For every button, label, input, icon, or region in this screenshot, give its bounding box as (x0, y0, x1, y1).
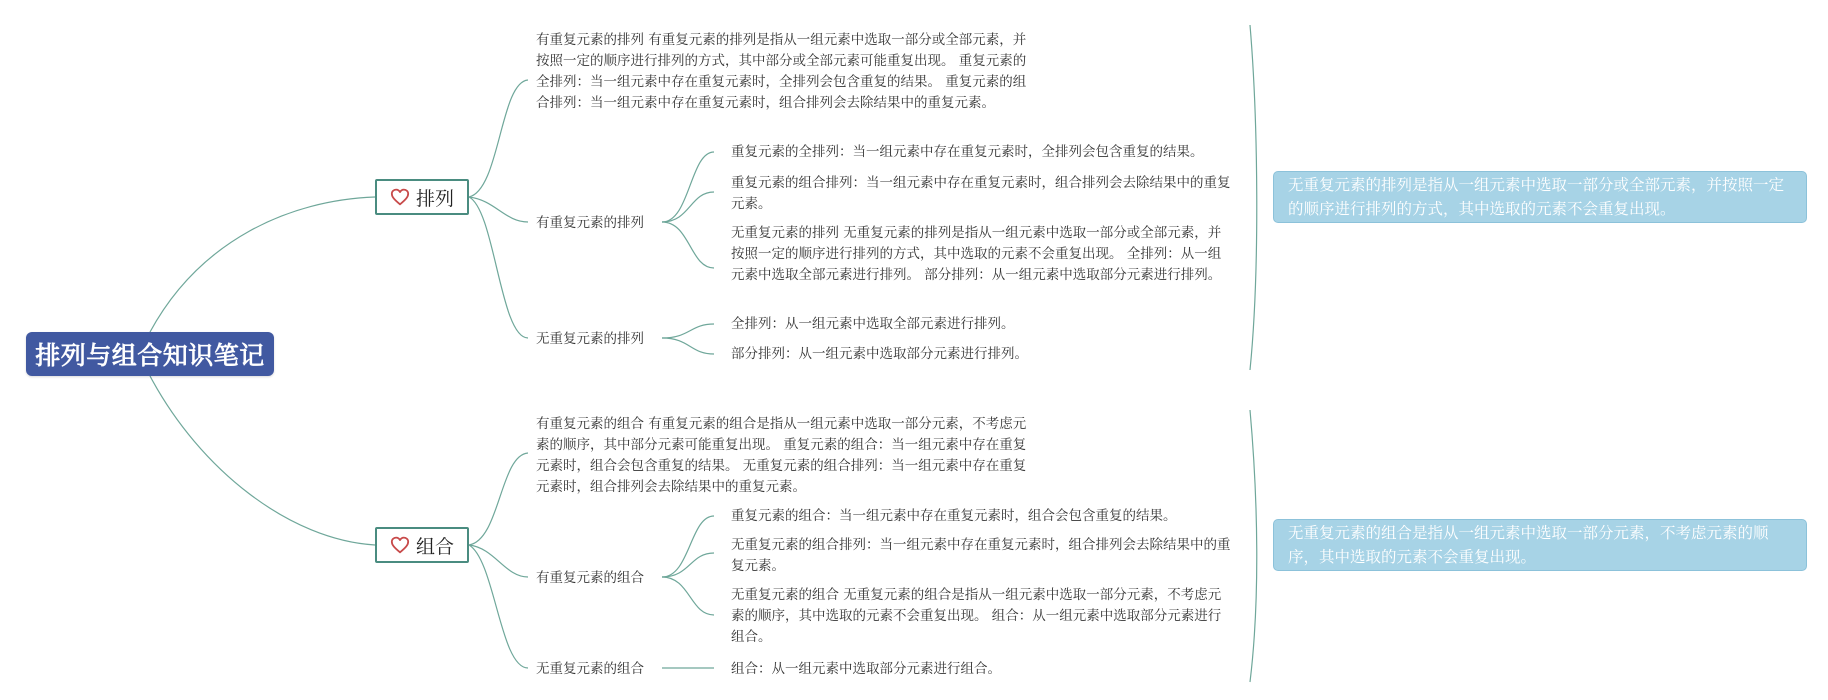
comb-with-repeat-label[interactable]: 有重复元素的组合 (536, 570, 644, 586)
connector-perm-without-1 (662, 324, 714, 338)
perm-with-repeat-item-1[interactable]: 重复元素的全排列：当一组元素中存在重复元素时，全排列会包含重复的结果。 (731, 144, 1204, 160)
heart-outline-icon (390, 536, 410, 554)
connector-perm-without-2 (662, 338, 714, 354)
connector-perm-summary (469, 80, 528, 197)
perm-with-repeat-item-3[interactable]: 无重复元素的排列 无重复元素的排列是指从一组元素中选取一部分或全部元素，并按照一定的顺序进行排列的方式，其中选取的元素不会重复出现。 全排列：从一组元素中选取全部元素进行排列。 部分排列：从一组元素中选取部分元素进行排列。 (731, 225, 1222, 283)
connector-comb-with-2 (662, 553, 714, 577)
comb-with-repeat-item-3[interactable]: 无重复元素的组合 无重复元素的组合是指从一组元素中选取一部分元素，不考虑元素的顺序，其中选取的元素不会重复出现。 组合：从一组元素中选取部分元素进行组合。 (731, 587, 1222, 645)
comb-summary-text[interactable]: 有重复元素的组合 有重复元素的组合是指从一组元素中选取一部分元素，不考虑元素的顺序，其中部分元素可能重复出现。 重复元素的组合：当一组元素中存在重复元素时，组合会包含重复的结果。 无重复元素的组合排列：当一组元素中存在重复元素时，组合排列会去除结果中的重复元素。 (536, 416, 1027, 495)
topic-permutation[interactable] (375, 179, 469, 215)
connector-root-combination (150, 376, 375, 545)
topic-combination[interactable] (375, 527, 469, 563)
comb-without-repeat-label[interactable]: 无重复元素的组合 (536, 661, 644, 677)
perm-note[interactable]: 无重复元素的排列是指从一组元素中选取一部分或全部元素，并按照一定的顺序进行排列的方式，其中选取的元素不会重复出现。 (1273, 171, 1807, 223)
perm-without-repeat-label[interactable]: 无重复元素的排列 (536, 331, 644, 347)
comb-with-repeat-item-1[interactable]: 重复元素的组合：当一组元素中存在重复元素时，组合会包含重复的结果。 (731, 508, 1177, 524)
comb-without-repeat-item-1[interactable]: 组合：从一组元素中选取部分元素进行组合。 (731, 661, 1001, 677)
perm-with-repeat-item-2[interactable]: 重复元素的组合排列：当一组元素中存在重复元素时，组合排列会去除结果中的重复元素。 (731, 175, 1231, 212)
bracket-perm-note (1250, 25, 1257, 370)
connector-comb-with (469, 545, 528, 577)
topic-permutation-label: 排列 (415, 187, 454, 210)
connector-comb-with-3 (662, 577, 714, 615)
root-topic[interactable]: 排列与组合知识笔记 (26, 332, 274, 376)
heart-outline-icon (390, 188, 410, 206)
comb-with-repeat-item-2[interactable]: 无重复元素的组合排列：当一组元素中存在重复元素时，组合排列会去除结果中的重复元素。 (731, 537, 1231, 574)
perm-without-repeat-item-2[interactable]: 部分排列：从一组元素中选取部分元素进行排列。 (731, 346, 1028, 362)
comb-note[interactable]: 无重复元素的组合是指从一组元素中选取一部分元素，不考虑元素的顺序，其中选取的元素不会重复出现。 (1273, 519, 1807, 571)
topic-combination-label: 组合 (415, 535, 454, 558)
connector-perm-with-1 (662, 152, 714, 222)
connector-perm-with-2 (662, 192, 714, 222)
connector-root-permutation (150, 197, 375, 332)
perm-without-repeat-item-1[interactable]: 全排列：从一组元素中选取全部元素进行排列。 (731, 316, 1015, 332)
connector-perm-with (469, 197, 528, 222)
connector-perm-without (469, 197, 528, 338)
perm-summary-text[interactable]: 有重复元素的排列 有重复元素的排列是指从一组元素中选取一部分或全部元素，并按照一定的顺序进行排列的方式，其中部分或全部元素可能重复出现。 重复元素的全排列：当一组元素中存在重复元素时，全排列会包含重复的结果。 重复元素的组合排列：当一组元素中存在重复元素时，组合排列会去除结果中的重复元素。 (536, 32, 1027, 111)
connector-comb-without (469, 545, 528, 668)
connector-comb-with-1 (662, 516, 714, 577)
connector-perm-with-3 (662, 222, 714, 268)
connector-comb-summary (469, 453, 528, 545)
perm-with-repeat-label[interactable]: 有重复元素的排列 (536, 215, 644, 231)
bracket-comb-note (1250, 410, 1257, 682)
